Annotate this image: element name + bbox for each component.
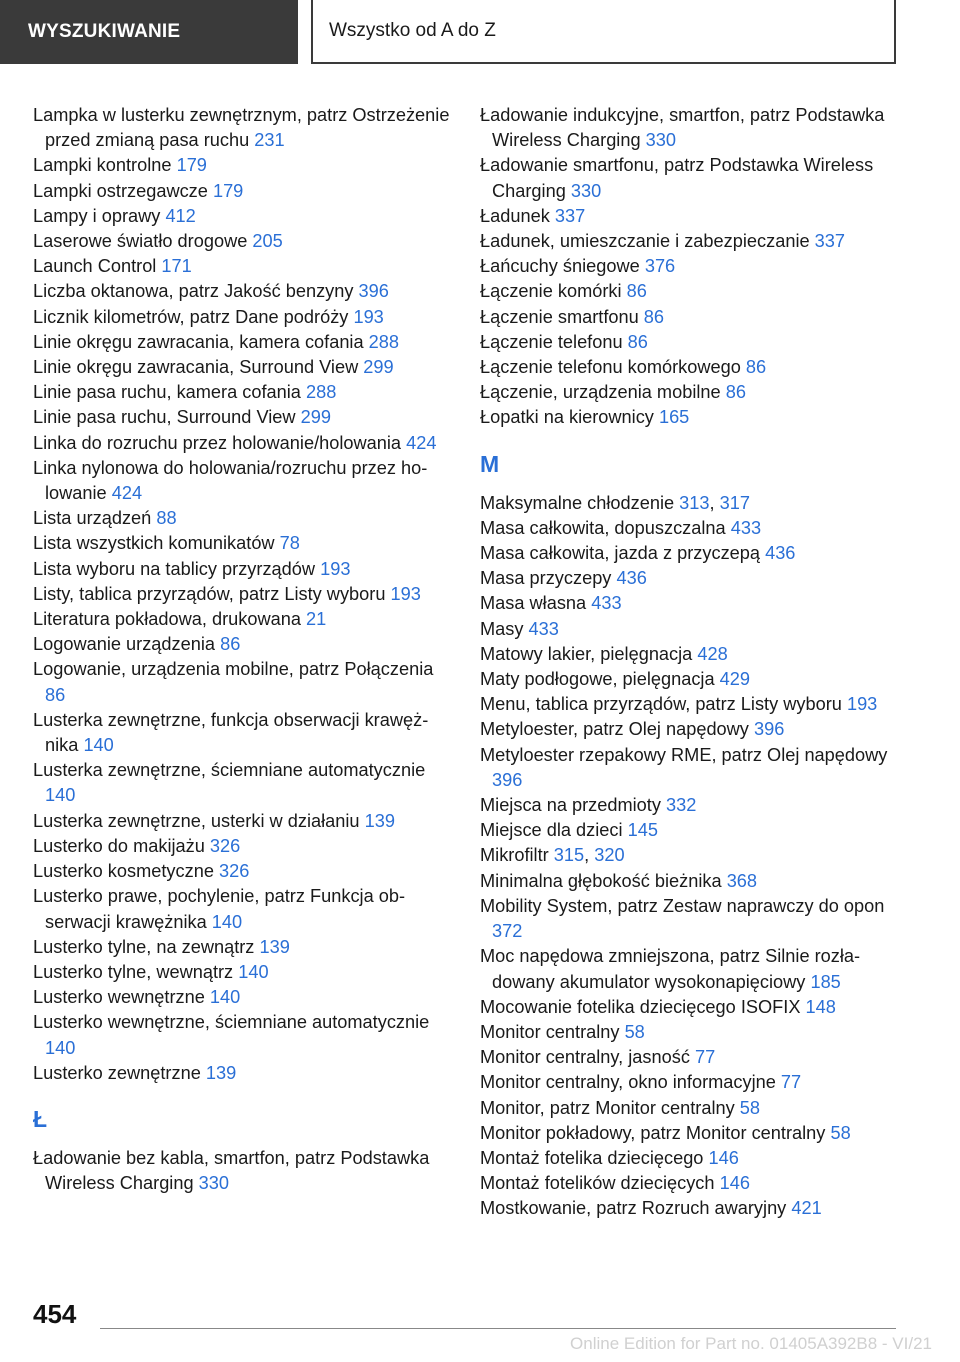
index-entry-term: Metyloester, patrz Olej napędowy <box>480 719 749 740</box>
index-entry <box>480 667 900 692</box>
index-entry <box>480 944 900 994</box>
index-entry-term: Łańcuchy śniegowe <box>480 256 640 277</box>
index-entry-term: Masa całkowita, jazda z przyczepą <box>480 543 761 564</box>
index-entry-term: Moc napędowa zmniejszona, patrz Silnie rozładowany akumulator wysokonapięciowy <box>480 946 861 992</box>
index-entry-term: Mobility System, patrz Zestaw naprawczy do opon <box>480 895 885 916</box>
index-entry-term: Maksymalne chłodzenie <box>480 492 675 513</box>
page-link[interactable]: 21 <box>306 609 327 630</box>
index-entry <box>33 985 453 1010</box>
section-tab <box>0 0 298 64</box>
index-entry-term: Logowanie urządzenia <box>33 634 216 655</box>
index-entry-term: Montaż fotelika dziecięcego <box>480 1147 704 1168</box>
index-entry <box>480 566 900 591</box>
index-entry-term: Ładowanie bez kabla, smartfon, patrz Podstawka Wireless Charging <box>33 1147 430 1194</box>
page-link[interactable]: 58 <box>739 1097 761 1118</box>
index-entry <box>480 743 900 793</box>
page-link[interactable]: 424 <box>406 432 437 453</box>
index-entry-term: Lusterka zewnętrzne, ściemniane automatycznie <box>33 760 426 781</box>
page-link[interactable]: 313 <box>679 492 710 513</box>
index-entry-term: Licznik kilometrów, patrz Dane podróży <box>33 306 349 327</box>
index-entry <box>33 1146 453 1196</box>
index-entry <box>480 818 900 843</box>
index-entry-term: Ładowanie indukcyjne, smartfon, patrz Podstawka Wireless Charging <box>480 105 885 151</box>
index-entry <box>480 153 900 203</box>
page-link[interactable]: 193 <box>353 306 384 327</box>
index-entry <box>33 103 453 153</box>
page-link[interactable]: 171 <box>161 256 192 277</box>
page-link[interactable]: 372 <box>492 921 523 942</box>
index-entry <box>33 330 453 355</box>
index-entry <box>480 869 900 894</box>
index-entry-term: Lusterko kosmetyczne <box>33 861 214 882</box>
index-list-l <box>33 103 453 1086</box>
page-link[interactable]: 139 <box>259 936 290 957</box>
index-entry <box>480 995 900 1020</box>
index-entry-term: Lusterko tylne, na zewnątrz <box>33 936 255 957</box>
index-entry-term: Linie okręgu zawracania, Surround View <box>33 357 359 378</box>
index-entry <box>480 1020 900 1045</box>
page-link[interactable]: 412 <box>165 205 196 226</box>
index-entry <box>480 617 900 642</box>
index-entry-term: Monitor centralny <box>480 1021 620 1042</box>
page-link[interactable]: 193 <box>320 558 351 579</box>
index-entry <box>33 960 453 985</box>
index-list-l-stroke-cont <box>480 103 900 431</box>
page-link[interactable]: 317 <box>719 492 750 513</box>
page-link[interactable]: 193 <box>390 583 421 604</box>
index-entry-term: Lusterko zewnętrzne <box>33 1062 201 1083</box>
page-link[interactable]: 77 <box>694 1047 716 1068</box>
page-link[interactable]: 315 <box>553 845 585 866</box>
index-entry <box>480 355 900 380</box>
index-entry-term: Masa własna <box>480 593 587 614</box>
index-entry-term: Lusterko wewnętrzne, ściemniane automatycznie <box>33 1012 430 1033</box>
page-link[interactable]: 429 <box>719 669 750 690</box>
index-entry <box>33 809 453 834</box>
footer-divider <box>100 1328 896 1329</box>
index-entry-term: Minimalna głębokość bieżnika <box>480 870 722 891</box>
chapter-title-tab <box>311 0 896 64</box>
index-entry-term: Linie okręgu zawracania, kamera cofania <box>33 331 364 352</box>
index-entry-term: Ładowanie smartfonu, patrz Podstawka Wireless Charging <box>480 155 874 201</box>
index-entry <box>480 1171 900 1196</box>
page-link[interactable]: 139 <box>364 810 395 831</box>
index-entry-term: Lusterko do makijażu <box>33 835 205 856</box>
page-link[interactable]: 179 <box>176 155 207 176</box>
index-entry <box>33 355 453 380</box>
index-entry <box>480 516 900 541</box>
index-entry-term: Lusterko tylne, wewnątrz <box>33 961 234 982</box>
index-entry <box>480 405 900 430</box>
index-entry <box>33 657 453 707</box>
index-entry: Mikrofiltr 315, 320 <box>480 845 625 866</box>
index-list-l-stroke <box>33 1146 453 1196</box>
page-link[interactable]: 396 <box>753 719 785 740</box>
index-entry <box>33 557 453 582</box>
page-link[interactable]: 146 <box>708 1147 739 1168</box>
page-link[interactable]: 326 <box>209 835 241 856</box>
index-entry-term: Linie pasa ruchu, kamera cofania <box>33 382 301 403</box>
index-entry <box>33 380 453 405</box>
index-entry <box>33 1061 453 1086</box>
index-entry <box>33 834 453 859</box>
page-link[interactable]: 140 <box>238 961 269 982</box>
page-link[interactable]: 140 <box>45 1037 76 1058</box>
index-entry <box>480 642 900 667</box>
index-entry-term: Monitor centralny, okno informacyjne <box>480 1072 776 1093</box>
index-entry-term: Masa całkowita, dopuszczalna <box>480 517 726 538</box>
index-entry-term: Miejsca na przedmioty <box>480 795 661 816</box>
index-entry-term: Lampy i oprawy <box>33 205 161 226</box>
page-number: 454 <box>33 1299 77 1329</box>
index-entry <box>33 254 453 279</box>
page-link[interactable]: 140 <box>211 911 243 932</box>
page-link[interactable]: 428 <box>697 643 728 664</box>
index-entry <box>33 859 453 884</box>
index-entry-term: Lista wszystkich komunikatów <box>33 533 275 554</box>
index-column-right <box>480 103 900 1222</box>
index-entry-term: Łopatki na kierownicy <box>480 407 654 428</box>
index-column-left <box>33 103 453 1196</box>
index-entry-term: Masy <box>480 618 524 639</box>
page-link[interactable]: 86 <box>626 281 647 302</box>
page-link[interactable]: 140 <box>209 987 241 1008</box>
index-entry <box>33 607 453 632</box>
index-entry <box>33 708 453 758</box>
page-link[interactable]: 332 <box>666 795 697 816</box>
index-entry-term: Lista wyboru na tablicy przyrządów <box>33 558 316 579</box>
index-entry <box>480 541 900 566</box>
page-link[interactable]: 288 <box>368 331 400 352</box>
index-entry-term: Lusterko prawe, pochylenie, patrz Funkcja obserwacji krawężnika <box>33 886 406 932</box>
page-link[interactable]: 78 <box>279 533 300 554</box>
index-entry-term: Montaż fotelików dziecięcych <box>480 1173 715 1194</box>
page-link[interactable]: 337 <box>814 231 846 252</box>
page-link[interactable]: 436 <box>765 543 796 564</box>
page-link[interactable]: 86 <box>45 684 66 705</box>
index-entry-term: Miejsce dla dzieci <box>480 820 623 841</box>
index-entry <box>480 793 900 818</box>
page-link[interactable]: 145 <box>627 820 658 841</box>
index-entry <box>480 204 900 229</box>
index-entry-term: Łączenie komórki <box>480 281 622 302</box>
section-tab-label: WYSZUKIWANIE <box>28 21 181 42</box>
index-entry <box>480 305 900 330</box>
page-link[interactable]: 165 <box>658 407 690 428</box>
index-list-m <box>480 491 900 1222</box>
index-entry <box>33 153 453 178</box>
index-entry <box>33 935 453 960</box>
index-entry <box>33 279 453 304</box>
index-entry-term: Monitor pokładowy, patrz Monitor centralny <box>480 1122 826 1143</box>
index-entry-term: Literatura pokładowa, drukowana <box>33 609 301 630</box>
page-link[interactable]: 140 <box>83 735 114 756</box>
page-link[interactable]: 368 <box>726 870 758 891</box>
page-link[interactable]: 320 <box>594 845 625 866</box>
page-link[interactable]: 146 <box>719 1173 750 1194</box>
index-entry-term: Ładunek, umieszczanie i zabezpieczanie <box>480 231 810 252</box>
page-link[interactable]: 326 <box>219 861 250 882</box>
index-entry <box>480 229 900 254</box>
page-link[interactable]: 288 <box>305 382 337 403</box>
index-entry <box>33 405 453 430</box>
index-entry-term: Mostkowanie, patrz Rozruch awaryjny <box>480 1198 787 1219</box>
page-link[interactable]: 86 <box>725 382 746 403</box>
index-entry-term: Matowy lakier, pielęgnacja <box>480 643 693 664</box>
index-entry-term: Linka do rozruchu przez holowanie/holowania <box>33 432 402 453</box>
index-entry-term: Lampka w lusterku zewnętrznym, patrz Ostrzeżenie przed zmianą pasa ruchu <box>33 105 450 151</box>
index-entry <box>480 894 900 944</box>
index-entry-term: Monitor centralny, jasność <box>480 1047 690 1068</box>
page-link[interactable]: 299 <box>363 357 394 378</box>
index-entry: Maksymalne chłodzenie 313, 317 <box>480 492 750 513</box>
page-link[interactable]: 193 <box>846 694 878 715</box>
index-entry-term: Lusterka zewnętrzne, funkcja obserwacji krawężnika <box>33 709 429 756</box>
index-entry-term: Menu, tablica przyrządów, patrz Listy wyboru <box>480 694 842 715</box>
index-entry <box>480 1045 900 1070</box>
page-link[interactable]: 185 <box>810 971 841 992</box>
index-entry-term: Linie pasa ruchu, Surround View <box>33 407 296 428</box>
page-link[interactable]: 433 <box>591 593 622 614</box>
page-link[interactable]: 396 <box>492 769 523 790</box>
index-entry <box>480 1121 900 1146</box>
index-entry-term: Monitor, patrz Monitor centralny <box>480 1097 735 1118</box>
index-entry-term: Logowanie, urządzenia mobilne, patrz Połączenia <box>33 659 434 680</box>
index-entry-term: Liczba oktanowa, patrz Jakość benzyny <box>33 281 354 302</box>
index-entry-term: Lampki kontrolne <box>33 155 172 176</box>
index-entry <box>480 692 900 717</box>
page-link[interactable]: 139 <box>205 1062 237 1083</box>
index-entry <box>480 1196 900 1221</box>
index-entry <box>33 204 453 229</box>
page-link[interactable]: 424 <box>111 483 143 504</box>
index-entry <box>480 330 900 355</box>
page-link[interactable]: 433 <box>730 517 762 538</box>
index-entry <box>33 229 453 254</box>
index-entry-term: Lusterko wewnętrzne <box>33 987 205 1008</box>
index-entry <box>33 456 453 506</box>
page-link[interactable]: 140 <box>45 785 76 806</box>
page-link[interactable]: 86 <box>220 634 241 655</box>
page-link[interactable]: 86 <box>627 331 648 352</box>
index-entry-term: Laserowe światło drogowe <box>33 231 248 252</box>
section-letter-m: M <box>480 450 500 477</box>
index-entry <box>33 179 453 204</box>
index-entry <box>480 591 900 616</box>
page-link[interactable]: 330 <box>645 130 677 151</box>
index-entry-term: Listy, tablica przyrządów, patrz Listy wyboru <box>33 583 386 604</box>
page-link[interactable]: 436 <box>616 568 647 589</box>
index-entry-term: Łączenie telefonu <box>480 331 623 352</box>
page-link[interactable]: 58 <box>624 1021 645 1042</box>
page-link[interactable]: 205 <box>252 231 283 252</box>
index-entry-term: Łączenie telefonu komórkowego <box>480 357 741 378</box>
index-entry-term: Metyloester rzepakowy RME, patrz Olej napędowy <box>480 744 888 765</box>
index-entry <box>480 1070 900 1095</box>
index-entry-term: Lusterka zewnętrzne, usterki w działaniu <box>33 810 360 831</box>
index-entry-term: Linka nylonowa do holowania/rozruchu przez holowanie <box>33 457 428 504</box>
index-entry <box>33 758 453 808</box>
index-entry-term: Lista urządzeń <box>33 508 152 529</box>
index-entry <box>33 305 453 330</box>
index-entry <box>480 380 900 405</box>
page-link[interactable]: 231 <box>254 130 285 151</box>
index-entry-term: Masa przyczepy <box>480 568 612 589</box>
index-entry <box>480 254 900 279</box>
index-entry <box>33 884 453 934</box>
page-link[interactable]: 148 <box>805 996 836 1017</box>
index-entry-term: Łączenie, urządzenia mobilne <box>480 382 721 403</box>
page-link[interactable]: 58 <box>830 1122 851 1143</box>
index-entry <box>480 1146 900 1171</box>
index-entry-term: Lampki ostrzegawcze <box>33 180 208 201</box>
index-entry <box>480 103 900 153</box>
section-letter-l-stroke: Ł <box>33 1105 48 1132</box>
page-link[interactable]: 421 <box>791 1198 822 1219</box>
page-link[interactable]: 179 <box>212 180 244 201</box>
page-link[interactable]: 77 <box>780 1072 802 1093</box>
index-entry-term: Mikrofiltr <box>480 845 549 866</box>
page-link[interactable]: 330 <box>198 1173 230 1194</box>
index-entry-term: Maty podłogowe, pielęgnacja <box>480 669 715 690</box>
index-entry <box>480 1096 900 1121</box>
index-entry <box>33 431 453 456</box>
page-link[interactable]: 88 <box>156 508 177 529</box>
page-link[interactable]: 433 <box>528 618 559 639</box>
index-entry <box>480 279 900 304</box>
index-entry-term: Ładunek <box>480 205 550 226</box>
index-entry-term: Launch Control <box>33 256 157 277</box>
footer-edition: Online Edition for Part no. 01405A392B8 - VI/21 <box>570 1334 932 1353</box>
page-link[interactable]: 86 <box>745 357 767 378</box>
index-entry <box>33 582 453 607</box>
page-link[interactable]: 330 <box>570 180 602 201</box>
index-entry-term: Łączenie smartfonu <box>480 306 639 327</box>
page-link[interactable]: 86 <box>643 306 665 327</box>
index-entry <box>480 717 900 742</box>
index-entry <box>33 632 453 657</box>
index-entry <box>33 1010 453 1060</box>
page-link[interactable]: 396 <box>358 281 389 302</box>
chapter-title: Wszystko od A do Z <box>329 20 496 41</box>
page-link[interactable]: 299 <box>300 407 331 428</box>
index-entry-term: Mocowanie fotelika dziecięcego ISOFIX <box>480 996 801 1017</box>
index-entry <box>33 506 453 531</box>
index-entry <box>33 531 453 556</box>
page-link[interactable]: 337 <box>554 205 586 226</box>
page-link[interactable]: 376 <box>644 256 676 277</box>
